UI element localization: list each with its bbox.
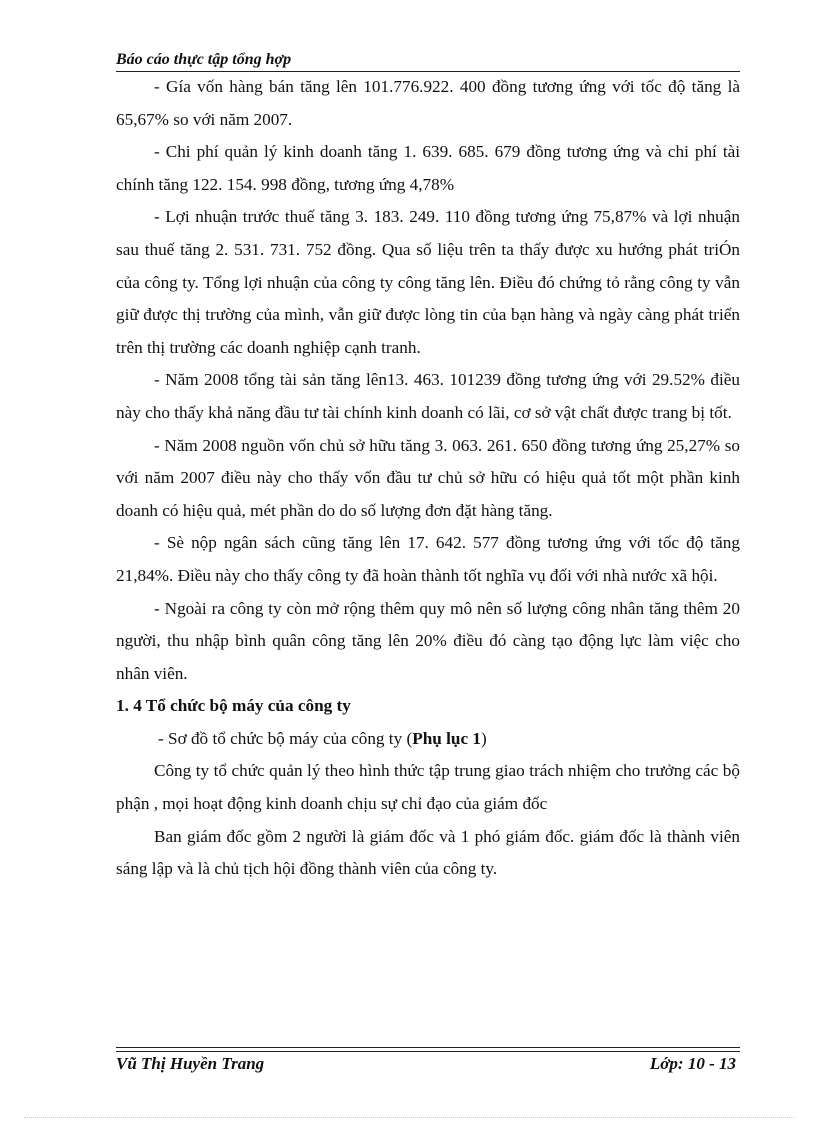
page-footer xyxy=(116,1053,740,1075)
paragraph-workforce: - Ngoài ra công ty còn mở rộng thêm quy mô nên số lượng công nhân tăng thêm 20 người, thu nhập bình quân công tăng lên 20% điều đó càng tạo động lực làm việc cho nhân viên. xyxy=(116,598,740,683)
page-bottom-edge xyxy=(24,1117,794,1118)
appendix-reference: Phụ lục 1 xyxy=(412,728,481,748)
section-heading: 1. 4 Tổ chức bộ máy của công ty xyxy=(116,696,351,716)
paragraph-board-of-directors: Ban giám đốc gồm 2 người là giám đốc và 1 phó giám đốc. giám đốc là thành viên sáng lập và là chủ tịch hội đồng thành viên của công ty. xyxy=(116,826,740,879)
paragraph-budget-payment: - Sè nộp ngân sách cũng tăng lên 17. 642. 577 đồng tương ứng với tốc độ tăng 21,84%. Điều này cho thấy công ty đã hoàn thành tốt nghĩa vụ đối với nhà nước xã hội. xyxy=(116,533,740,585)
paragraph-owner-equity: - Năm 2008 nguồn vốn chủ sở hữu tăng 3. 063. 261. 650 đồng tương ứng 25,27% so với năm 2007 điều này cho thấy vốn đầu tư chủ sở hữu có hiệu quả tốt một phần kinh doanh có hiệu quả, mét phần do do số lượng đơn đặt hàng tăng. xyxy=(116,435,740,520)
org-chart-text: - Sơ đồ tổ chức bộ máy của công ty ( xyxy=(158,728,413,748)
running-header: Báo cáo thực tập tổng hợp xyxy=(116,50,740,72)
page-content xyxy=(116,71,740,886)
footer-class: Lớp: 10 - 13 xyxy=(649,1054,736,1073)
footer-author: Vũ Thị Huyền Trang xyxy=(116,1054,265,1073)
paragraph-profit: - Lợi nhuận trước thuế tăng 3. 183. 249. 110 đồng tương ứng 75,87% và lợi nhuận sau thuế tăng 2. 531. 731. 752 đồng. Qua số liệu trên ta thấy được xu hướng phát triÓn của công ty. Tổng lợi nhuận của công ty công tăng lên. Điều đó chứng tỏ rằng công ty vẫn giữ được thị trường của mình, vẫn giữ được lòng tin của bạn hàng và ngày càng phát triển trên thị trường các doanh nghiệp cạnh tranh. xyxy=(116,207,740,357)
org-chart-text-end: ) xyxy=(480,728,487,748)
paragraph-org-chart-ref xyxy=(116,723,740,756)
paragraph-total-assets: - Năm 2008 tổng tài sản tăng lên13. 463. 101239 đồng tương ứng với 29.52% điều này cho thấy khả năng đầu tư tài chính kinh doanh có lãi, cơ sở vật chất được trang bị tốt. xyxy=(116,370,740,422)
paragraph-management-structure: Công ty tổ chức quản lý theo hình thức tập trung giao trách nhiệm cho trưởng các bộ phận , mọi hoạt động kinh doanh chịu sự chỉ đạo của giám đốc xyxy=(116,761,740,814)
paragraph-management-costs: - Chi phí quản lý kinh doanh tăng 1. 639. 685. 679 đồng tương ứng và chi phí tài chính tăng 122. 154. 998 đồng, tương ứng 4,78% xyxy=(116,142,740,194)
paragraph-cost-of-goods: - Gía vốn hàng bán tăng lên 101.776.922. 400 đồng tương ứng với tốc độ tăng là 65,67% so với năm 2007. xyxy=(116,77,740,129)
footer-rule xyxy=(116,1047,740,1052)
